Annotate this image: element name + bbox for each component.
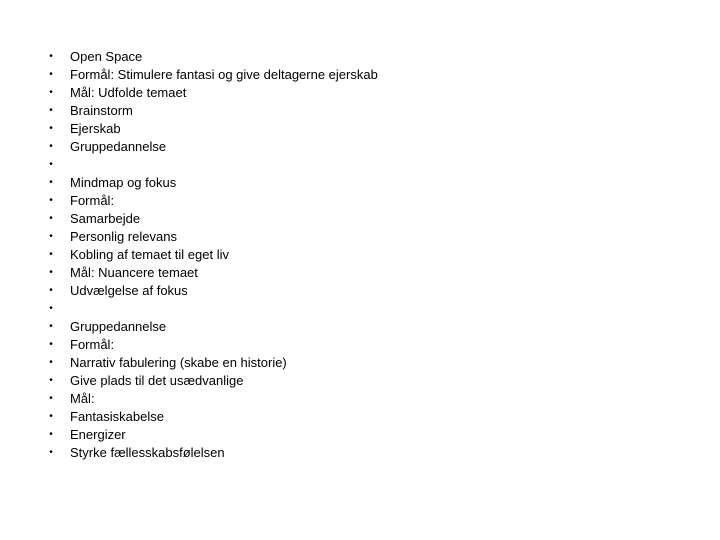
bullet-icon: • — [49, 447, 53, 458]
bullet-icon: • — [49, 69, 53, 80]
list-item-text: Ejerskab — [70, 121, 121, 136]
list-item-text: Udvælgelse af fokus — [70, 283, 188, 298]
list-item-text: Mål: Udfolde temaet — [70, 85, 187, 100]
bullet-icon: • — [49, 357, 53, 368]
bullet-icon: • — [49, 285, 53, 296]
list-item-text: Energizer — [70, 427, 126, 442]
list-item-text: Gruppedannelse — [70, 139, 167, 154]
bullet-icon: • — [49, 375, 53, 386]
list-item-text: Kobling af temaet til eget liv — [70, 247, 229, 262]
bullet-icon: • — [49, 87, 53, 98]
list-item-text: Formål: — [70, 337, 115, 352]
list-item-text: Formål: — [70, 193, 115, 208]
list-item-text: Mål: — [70, 391, 95, 406]
list-item-text: Give plads til det usædvanlige — [70, 373, 244, 388]
list-item-text: Open Space — [70, 49, 143, 64]
list-item-text: Mål: Nuancere temaet — [70, 265, 198, 280]
list-item-text: Fantasiskabelse — [70, 409, 164, 424]
bullet-icon: • — [49, 339, 53, 350]
bullet-icon: • — [49, 177, 53, 188]
bullet-icon: • — [49, 267, 53, 278]
list-item-text: Styrke fællesskabsfølelsen — [70, 445, 225, 460]
list-item-text: Gruppedannelse — [70, 319, 167, 334]
bullet-icon: • — [49, 249, 53, 260]
bullet-icon: • — [49, 195, 53, 206]
list-item-text: Samarbejde — [70, 211, 141, 226]
bullet-icon: • — [49, 303, 53, 314]
bullet-icon: • — [49, 231, 53, 242]
bullet-icon: • — [49, 105, 53, 116]
bullet-icon: • — [49, 213, 53, 224]
bullet-icon: • — [49, 51, 53, 62]
list-item-text: Brainstorm — [70, 103, 133, 118]
list-item-text: Personlig relevans — [70, 229, 177, 244]
bullet-icon: • — [49, 393, 53, 404]
list-item-text: Mindmap og fokus — [70, 175, 177, 190]
bullet-icon: • — [49, 321, 53, 332]
list-item-text: Narrativ fabulering (skabe en historie) — [70, 355, 287, 370]
bullet-icon: • — [49, 159, 53, 170]
bullet-icon: • — [49, 123, 53, 134]
list-item-text: Formål: Stimulere fantasi og give deltagerne ejerskab — [70, 67, 378, 82]
bullet-icon: • — [49, 429, 53, 440]
bullet-icon: • — [49, 141, 53, 152]
bullet-icon: • — [49, 411, 53, 422]
